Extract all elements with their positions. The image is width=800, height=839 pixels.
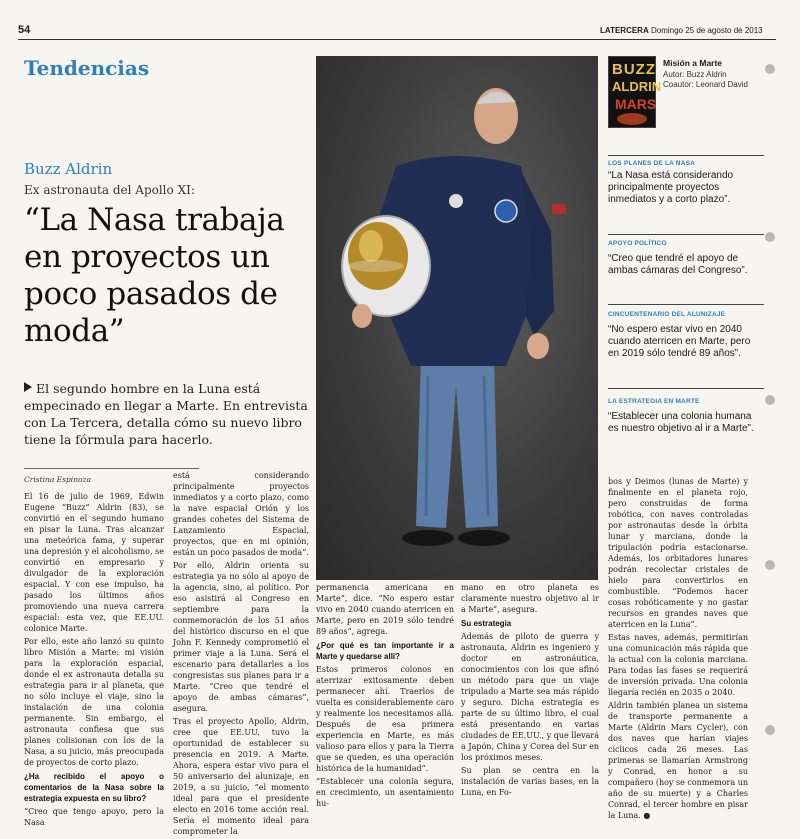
paragraph: Por ello, Aldrin orienta su estrategia ya no sólo al apoyo de la agencia, sino, al político. Por eso asistirá al Congreso en septiembre para la conmemoración de los 51 años del histórico discurso en el que John F. Kennedy comprometió el primer viaje a la Luna. Será el escenario para detallarles a los congresistas sus planes para ir a Marte. “Creo que tendré el apoyo de ambas cámaras”, asegura. xyxy=(173,561,309,713)
paragraph: “Creo que tengo apoyo, pero la Nasa xyxy=(24,807,164,827)
subheading: Su estrategia xyxy=(461,619,512,628)
punch-hole-icon xyxy=(765,725,775,735)
question: ¿Por qué es tan importante ir a Marte y quedarse allí? xyxy=(316,641,454,661)
paragraph: Por ello, este año lanzó su quinto libro Misión a Marte: mi visión para la exploración espacial, donde el ex astronauta detalla su estrategia para ir al planeta, que no sólo incluye el viaje, sino la instalación de una colonia permanente. Sin embargo, el astronauta confiesa que sus planes colisionan con los de la Nasa, a su juicio, más preocupada de proyectos de corto plazo. xyxy=(24,637,164,767)
sidebar-quote: “Creo que tendré el apoyo de ambas cámaras del Congreso”. xyxy=(608,253,748,276)
subkicker: Ex astronauta del Apollo XI: xyxy=(24,183,195,197)
byline: Cristina Espinoza xyxy=(24,475,91,484)
sidebar-quote: “Establecer una colonia humana es nuestro objetivo al ir a Marte”. xyxy=(608,411,754,434)
question: ¿Ha recibido el apoyo o comentarios de la Nasa sobre la estrategia expuesta en su libro? xyxy=(24,772,164,803)
sidebar-rule xyxy=(608,304,764,305)
book-title: Misión a Marte xyxy=(663,58,723,68)
book-cover-line: MARS xyxy=(615,96,657,112)
sidebar-rule xyxy=(608,155,764,156)
issue-date: Domingo 25 de agosto de 2013 xyxy=(650,26,763,35)
book-author: Autor: Buzz Aldrin xyxy=(663,70,727,79)
body-column-1 xyxy=(24,491,164,830)
deck-text: El segundo hombre en la Luna está empecinado en llegar a Marte. En entrevista con La Tercera, detalla cómo su nuevo libro tiene la fórmula para hacerlo. xyxy=(24,381,308,447)
headline: “La Nasa trabaja en proyectos un poco pasados de moda” xyxy=(24,202,285,349)
punch-hole-icon xyxy=(765,64,775,74)
sidebar-rule xyxy=(608,388,764,389)
body-column-4 xyxy=(461,582,599,800)
kicker: Buzz Aldrin xyxy=(24,160,113,178)
book-credits xyxy=(663,70,763,90)
punch-hole-icon xyxy=(765,560,775,570)
paragraph: Estos primeros colonos en aterrizar exitosamente deben permanecer ahí. Traerlos de vuelta es considerablemente caro y realmente los necesitamos allá. Después de esa primera experiencia en Marte, es más valioso para ellos y para la Tierra que se queden, es una operación histórica de la humanidad”. xyxy=(316,665,454,773)
paragraph: Aldrin también planea un sistema de transporte permanente a Marte (Aldrin Mars Cycler), con dos naves que harían viajes cíclicos cada 26 meses. Las primeras se llamarían Armstrong y Conrad, en honor a su compañero (hoy se conmemora un año de su muerte) y a Charles Conrad, el tercer hombre en pisar la Luna. ● xyxy=(608,701,748,820)
triangle-bullet-icon xyxy=(24,382,32,392)
dateline xyxy=(600,26,763,35)
sidebar-quote: “La Nasa está considerando principalmente proyectos inmediatos y a corto plazo”. xyxy=(608,170,734,205)
page-number: 54 xyxy=(18,24,31,36)
paragraph: mano en otro planeta es claramente nuestro objetivo al ir a Marte”, asegura. xyxy=(461,583,599,614)
punch-hole-icon xyxy=(765,395,775,405)
body-column-5 xyxy=(608,476,748,823)
astronaut-photo xyxy=(316,56,598,580)
mars-planet-icon xyxy=(617,113,647,125)
book-cover xyxy=(608,56,662,128)
body-column-2 xyxy=(173,470,309,839)
book-cover-line: BUZZ xyxy=(612,61,656,78)
book-coauthor: Coautor: Leonard David xyxy=(663,80,748,89)
paper-name: LATERCERA xyxy=(600,26,649,35)
paragraph: Estas naves, además, permitirían una comunicación más rápida que la actual con la colonia marciana. Para todas las fases se requerirá de inversión privada. Una colonia llegaría recién en 2035 o 2040. xyxy=(608,633,748,697)
paragraph: Tras el proyecto Apollo, Aldrin, cree que EE.UU. tuvo la oportunidad de establecer su presencia en 2019. A Marte. Ahora, espera estar vivo para el 50 aniversario del alunizaje, en 2019, a su juicio, “el momento ideal para que el presidente electo en 2016 tome acción real. Sería el momento ideal para comprometer la xyxy=(173,717,309,836)
paragraph: está considerando principalmente proyectos inmediatos y a corto plazo, como la nave espacial Orión y los grandes cohetes del Sistema de Lanzamiento Espacial, proyectos, que en mi opinión, están un poco pasados de moda”. xyxy=(173,471,309,557)
sidebar-rule xyxy=(608,234,764,235)
sidebar-heading: LOS PLANES DE LA NASA xyxy=(608,160,696,167)
paragraph: permanencia americana en Marte”, dice. “No espero estar vivo en 2040 cuando aterricen en Marte, pero en 2019 sólo tendré 89 años”, agrega. xyxy=(316,583,454,636)
paragraph: Además de piloto de guerra y astronauta, Aldrin es ingeniero y doctor en astronáutica, conocimientos con los que afinó un método para que un viaje tripulado a Marte sea más rápido y seguro. Dicha estrategia es parte de su último libro, el cual está presentando en varias ciudades de EE.UU., y que llevará a Japón, China y Corea del Sur en los próximos meses. xyxy=(461,632,599,762)
sidebar-heading: APOYO POLÍTICO xyxy=(608,240,667,247)
byline-rule xyxy=(24,468,199,469)
paragraph: El 16 de julio de 1969, Edwin Eugene “Buzz” Aldrin (83), se convirtió en el segundo humano en pisar la Luna. Tras alcanzar una meteórica fama, y superar una depresión y el alcoholismo, se convirtió en empresario y divulgador de la exploración espacial. Y con ese impulso, ha pasado los últimos años promoviendo una nueva carrera espacial: esta vez, que EE.UU. colonice Marte. xyxy=(24,492,164,633)
astronaut-figure xyxy=(316,56,598,580)
paragraph: bos y Deimos (lunas de Marte) y finalmente en el planeta rojo, pero construidas de forma robótica, con naves controladas por astronautas desde la órbita lunar y marciana, donde la tripulación podría estacionarse. Además, los orbitadores lunares podrán recolectar cristales de hielo para convertirlos en combustible. “Podemos hacer cosas robóticamente y no gastar recursos en grandes naves que aterricen en la Luna”. xyxy=(608,477,748,629)
paragraph: “Establecer una colonia segura, en crecimiento, un asentamiento hu- xyxy=(316,777,454,808)
paragraph: Su plan se centra en la instalación de varias bases, en la Luna, en Fo- xyxy=(461,766,599,797)
deck xyxy=(24,380,309,448)
punch-hole-icon xyxy=(765,232,775,242)
header-rule xyxy=(18,39,776,40)
sidebar-quote: “No espero estar vivo en 2040 cuando aterricen en Marte, pero en 2019 sólo tendré 89 años”. xyxy=(608,324,751,359)
body-column-3 xyxy=(316,582,454,811)
sidebar-heading: LA ESTRATEGIA EN MARTE xyxy=(608,398,700,405)
book-cover-line: ALDRIN xyxy=(612,79,662,94)
sidebar-heading: CINCUENTENARIO DEL ALUNIZAJE xyxy=(608,311,726,318)
section-title: Tendencias xyxy=(24,56,150,80)
